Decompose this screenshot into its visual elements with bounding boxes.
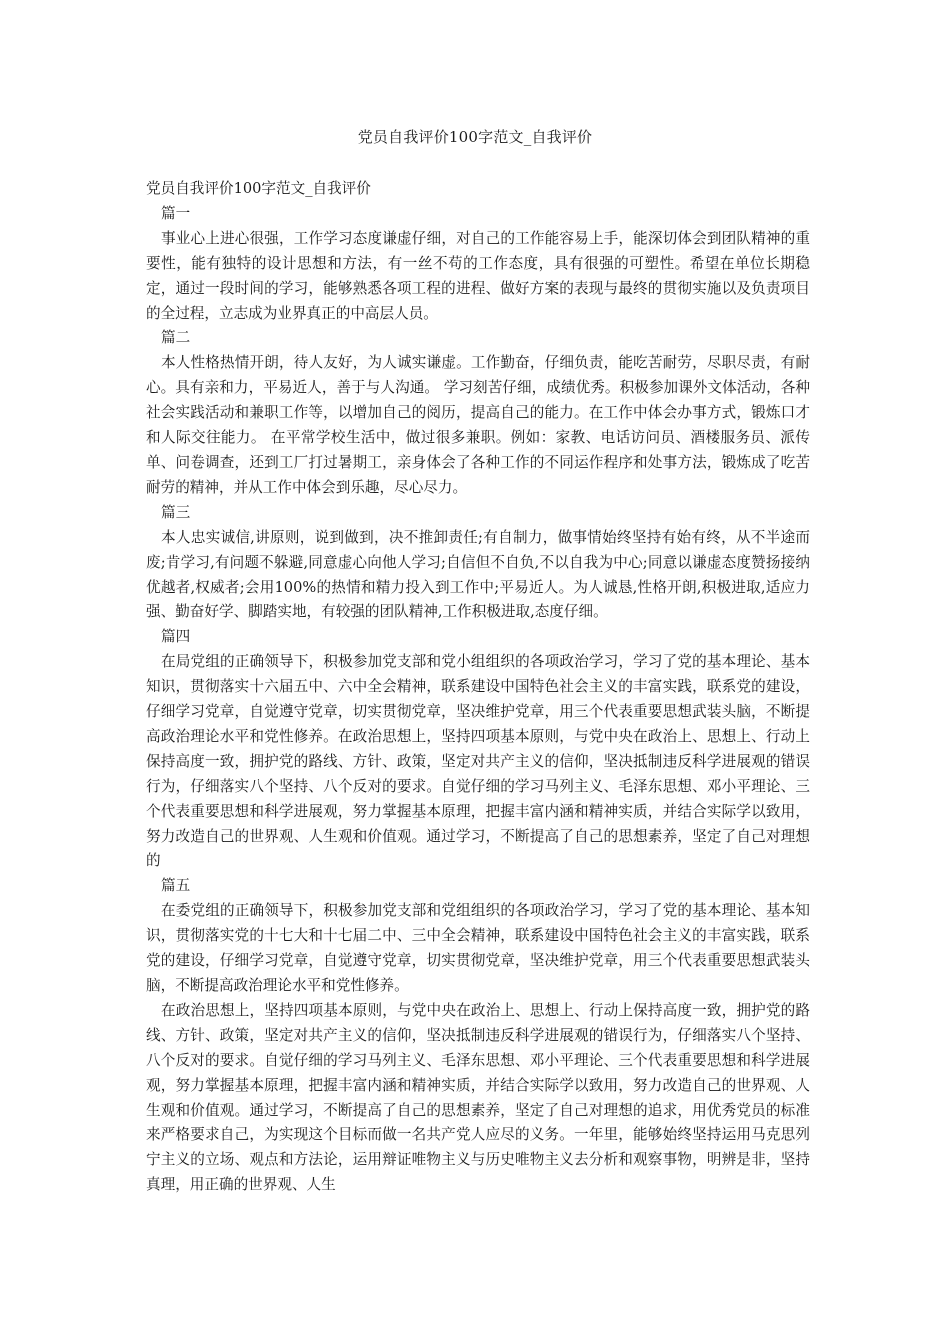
- section-heading-1: 篇一: [161, 204, 191, 222]
- section-heading-4: 篇四: [161, 628, 191, 646]
- section-3-paragraph-1: 本人忠实诚信,讲原则，说到做到，决不推卸责任;有自制力，做事情始终坚持有始有终，从不半途而废;肯学习,有问题不躲避,同意虚心向他人学习;自信但不自负,不以自我为中心;同意以谦虚态度赞扬接纳优越者,权威者;会用100%的热情和精力投入到工作中;平易近人。为人诚恳,性格开朗,积极进取,适应力强、勤奋好学、脚踏实地，有较强的团队精神,工作积极进取,态度仔细。: [146, 528, 810, 621]
- section-heading-2: 篇二: [161, 329, 191, 347]
- document-title: 党员自我评价100字范文_自我评价: [357, 128, 593, 146]
- section-1-paragraph-1: 事业心上进心很强，工作学习态度谦虚仔细，对自己的工作能容易上手，能深切体会到团队精神的重要性，能有独特的设计思想和方法，有一丝不苟的工作态度，具有很强的可塑性。希望在单位长期稳定，通过一段时间的学习，能够熟悉各项工程的进程、做好方案的表现与最终的贯彻实施以及负责项目的全过程，立志成为业界真正的中高层人员。: [146, 229, 810, 322]
- section-5-paragraph-1: 在委党组的正确领导下，积极参加党支部和党组组织的各项政治学习，学习了党的基本理论、基本知识，贯彻落实党的十七大和十七届二中、三中全会精神，联系建设中国特色社会主义的丰富实践，联系党的建设，仔细学习党章，自觉遵守党章，切实贯彻党章，坚决维护党章，用三个代表重要思想武装头脑，不断提高政治理论水平和党性修养。: [146, 902, 810, 994]
- section-heading-5: 篇五: [161, 877, 191, 895]
- section-2-paragraph-1: 本人性格热情开朗，待人友好，为人诚实谦虚。工作勤奋，仔细负责，能吃苦耐劳，尽职尽责，有耐心。具有亲和力，平易近人，善于与人沟通。 学习刻苦仔细，成绩优秀。积极参加课外文体活动，各种社会实践活动和兼职工作等，以增加自己的阅历，提高自己的能力。在工作中体会办事方式，锻炼口才和人际交往能力。 在平常学校生活中，做过很多兼职。例如：家教、电话访问员、酒楼服务员、派传单、问卷调查，还到工厂打过暑期工，亲身体会了各种工作的不同运作程序和处事方法，锻炼成了吃苦耐劳的精神，并从工作中体会到乐趣，尽心尽力。: [146, 354, 810, 496]
- document-subtitle: 党员自我评价100字范文_自我评价: [146, 180, 371, 197]
- document-body: [146, 177, 810, 1198]
- section-4-paragraph-1: 在局党组的正确领导下，积极参加党支部和党小组组织的各项政治学习，学习了党的基本理论、基本知识，贯彻落实十六届五中、六中全会精神，联系建设中国特色社会主义的丰富实践，联系党的建设，仔细学习党章，自觉遵守党章，切实贯彻党章，坚决维护党章，用三个代表重要思想武装头脑，不断提高政治理论水平和党性修养。在政治思想上，坚持四项基本原则，与党中央在政治上、思想上、行动上保持高度一致，拥护党的路线、方针、政策，坚定对共产主义的信仰，坚决抵制违反科学进展观的错误行为，仔细落实八个坚持、八个反对的要求。自觉仔细的学习马列主义、毛泽东思想、邓小平理论、三个代表重要思想和科学进展观，努力掌握基本原理，把握丰富内涵和精神实质，并结合实际学以致用，努力改造自己的世界观、人生观和价值观。通过学习，不断提高了自己的思想素养，坚定了自己对理想的: [146, 653, 810, 870]
- section-5-paragraph-2: 在政治思想上，坚持四项基本原则，与党中央在政治上、思想上、行动上保持高度一致，拥护党的路线、方针、政策，坚定对共产主义的信仰，坚决抵制违反科学进展观的错误行为，仔细落实八个坚持、八个反对的要求。自觉仔细的学习马列主义、毛泽东思想、邓小平理论、三个代表重要思想和科学进展观，努力掌握基本原理，把握丰富内涵和精神实质，并结合实际学以致用，努力改造自己的世界观、人生观和价值观。通过学习，不断提高了自己的思想素养，坚定了自己对理想的追求，用优秀党员的标准来严格要求自己，为实现这个目标而做一名共产党人应尽的义务。一年里，能够始终坚持运用马克思列宁主义的立场、观点和方法论，运用辩证唯物主义与历史唯物主义去分析和观察事物，明辨是非，坚持真理，用正确的世界观、人生: [146, 1001, 810, 1194]
- section-heading-3: 篇三: [161, 503, 191, 521]
